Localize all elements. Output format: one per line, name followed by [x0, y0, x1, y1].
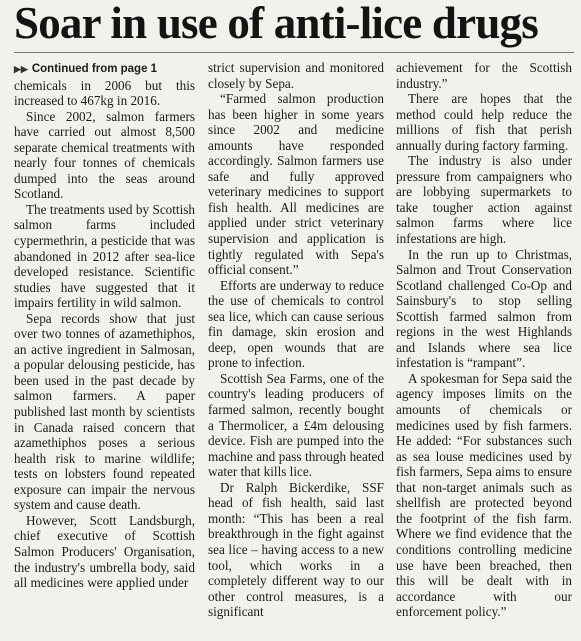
headline-rule: [14, 52, 574, 53]
paragraph: Dr Ralph Bickerdike, SSF head of fish health, said last month: “This has been a real breakthrough in the fight against sea lice – having access to a new tool, which works in a completely different way to our other control measures, is a significant: [208, 479, 384, 620]
column-2: [208, 60, 384, 620]
paragraph: achievement for the Scottish industry.”: [396, 60, 572, 91]
paragraph: A spokesman for Sepa said the agency imposes limits on the amounts of chemicals or medicines used by fish farmers. He added: “For substances such as sea louse medicines used by fish farmers, Sepa aims to ensure that non-target animals such as shellfish are protected beyond the footprint of the fish farm. Where we find evidence that the conditions controlling medicine use have been breached, then this will be dealt with in accordance with our enforcement policy.”: [396, 370, 572, 620]
paragraph: The treatments used by Scottish salmon farms included cypermethrin, a pesticide that was abandoned in 2012 after sea-lice developed resistance. Scientific studies have suggested that it impairs fertility in wild salmon.: [14, 201, 195, 311]
paragraph: Sepa records show that just over two tonnes of azamethiphos, an active ingredient in Salmosan, a popular delousing pesticide, has been used in the past decade by salmon farmers. A paper published last month by scientists in Canada raised concern that azamethiphos poses a serious health risk to marine wildlife; tests on lobsters found repeated exposure can impair the nervous system and cause death.: [14, 310, 195, 513]
paragraph: The industry is also under pressure from campaigners who are lobbying supermarkets to take tougher action against salmon farms where lice infestations are high.: [396, 153, 572, 247]
paragraph: “Farmed salmon production has been higher in some years since 2002 and medicine amounts have responded accordingly. Salmon farmers use safe and fully approved veterinary medicines to support fish health. All medicines are applied under strict veterinary supervision and application is tightly regulated with Sepa's official consent.”: [208, 91, 384, 278]
paragraph: In the run up to Christmas, Salmon and Trout Conservation Scotland challenged Co-Op and Sainsbury's to stop selling Scottish farmed salmon from regions in the west Highlands and Islands where sea lice infestation is “rampant”.: [396, 246, 572, 371]
column-1: [14, 60, 195, 591]
paragraph: There are hopes that the method could help reduce the millions of fish that perish annually during factory farming.: [396, 91, 572, 153]
paragraph: chemicals in 2006 but this increased to 467kg in 2016.: [14, 77, 195, 109]
paragraph: Scottish Sea Farms, one of the country's leading producers of farmed salmon, recently bought a Thermolicer, a £4m delousing device. Fish are pumped into the machine and pass through heated water that kills lice.: [208, 370, 384, 480]
continued-label: Continued from page 1: [31, 63, 158, 75]
paragraph: Since 2002, salmon farmers have carried out almost 8,500 separate chemical treatments with nearly four tonnes of chemicals dumped into the seas around Scotland.: [14, 108, 195, 202]
double-arrow-icon: ▶▶: [14, 64, 28, 74]
paragraph: strict supervision and monitored closely by Sepa.: [208, 60, 384, 91]
paragraph: However, Scott Landsburgh, chief executive of Scottish Salmon Producers' Organisation, the industry's umbrella body, said all medicines were applied under: [14, 512, 195, 591]
column-3: [396, 60, 572, 620]
paragraph: Efforts are underway to reduce the use of chemicals to control sea lice, which can cause serious fin damage, skin erosion and deep, open wounds that are prone to infection.: [208, 277, 384, 371]
headline: Soar in use of anti-lice drugs: [14, 0, 538, 48]
continued-marker: [14, 62, 157, 78]
